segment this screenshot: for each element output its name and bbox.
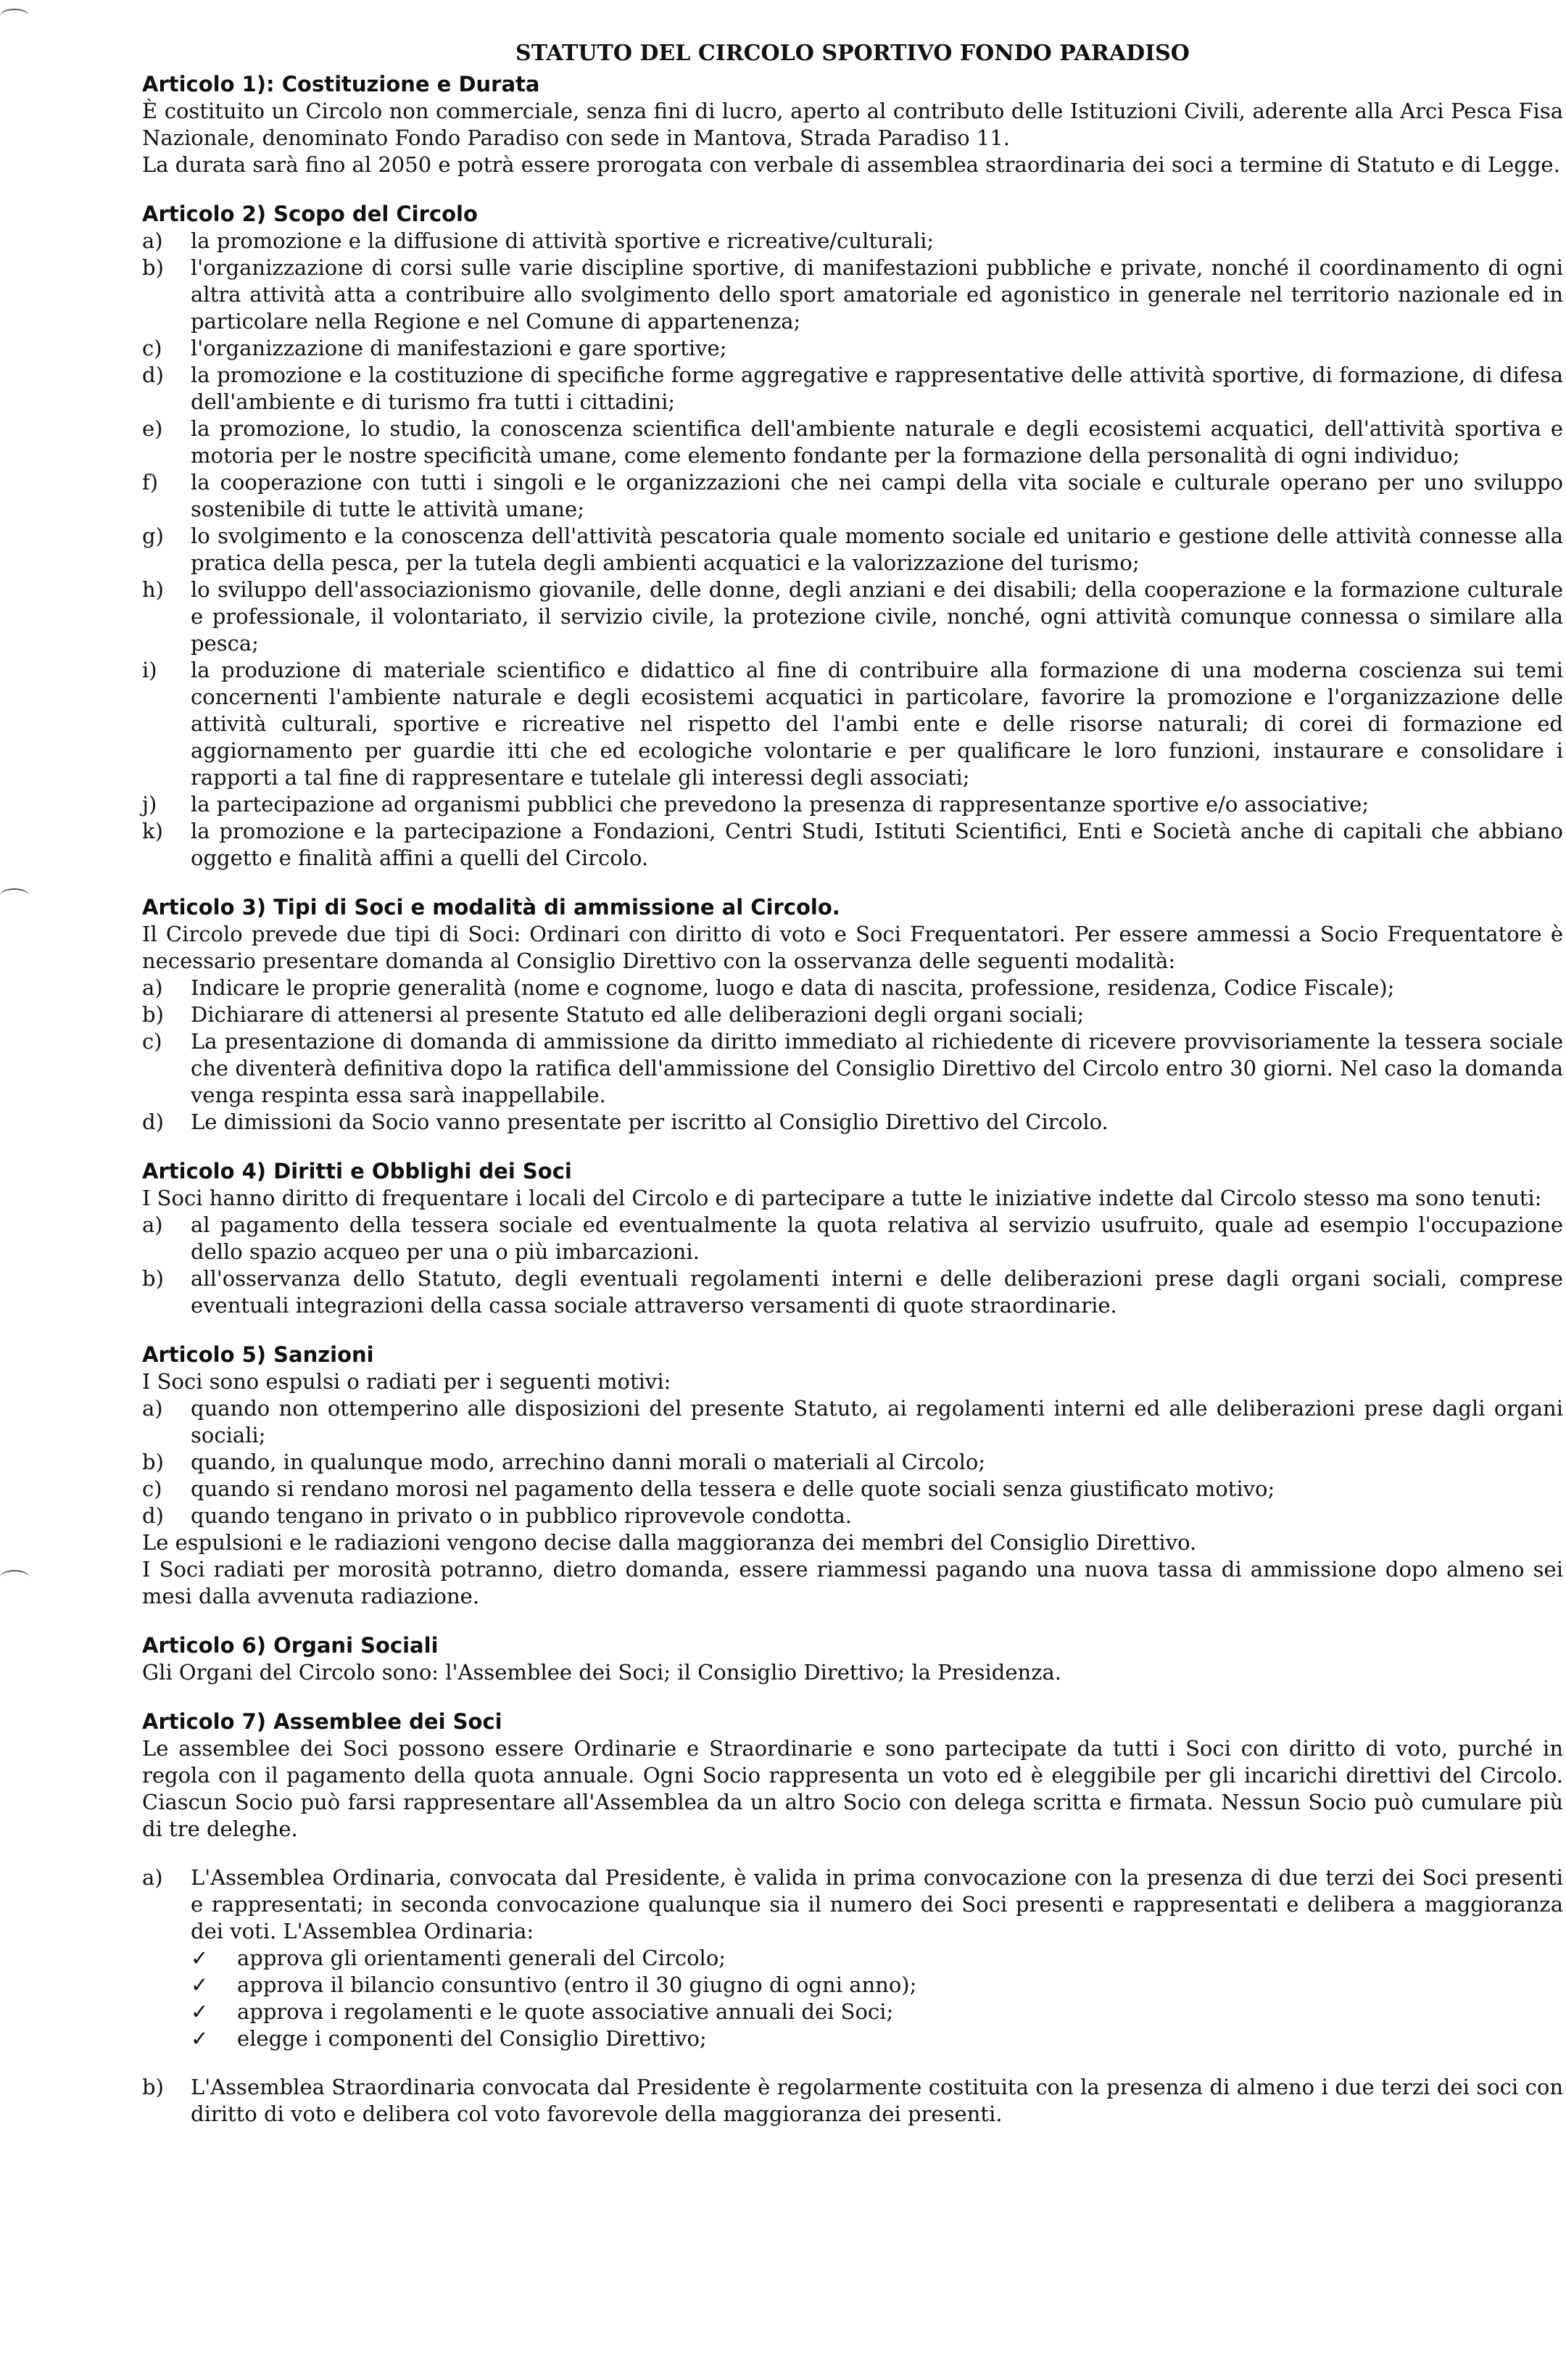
paragraph: Il Circolo prevede due tipi di Soci: Ordinari con diritto di voto e Soci Frequentatori. Per essere ammessi a Socio Frequentatore è necessario presentare domanda al Consiglio Direttivo con la osservanza delle seguenti modalità: bbox=[142, 922, 1563, 973]
paragraph: Le assemblee dei Soci possono essere Ordinarie e Straordinarie e sono partecipate da tutti i Soci con diritto di voto, purché in regola con il pagamento della quota annuale. Ogni Socio rappresenta un voto ed è eleggibile per gli incarichi direttivi del Circolo. Ciascun Socio può farsi rappresentare all'Assemblea da un altro Socio con delega scritta e firmata. Nessun Socio può cumulare più di tre deleghe. bbox=[142, 1736, 1563, 1841]
list-item bbox=[142, 1265, 1563, 1319]
checkmark-icon: ✓ bbox=[191, 1999, 209, 2024]
article-1 bbox=[142, 70, 1563, 178]
article-6 bbox=[142, 1632, 1563, 1686]
document-title: STATUTO DEL CIRCOLO SPORTIVO FONDO PARADISO bbox=[515, 41, 1190, 66]
list-marker: j) bbox=[142, 792, 157, 817]
list-text: la promozione e la partecipazione a Fondazioni, Centri Studi, Istituti Scientifici, Enti e Società anche di capitali che abbiano oggetto e finalità affini a quelli del Circolo. bbox=[191, 819, 1563, 870]
list-item bbox=[142, 1395, 1563, 1449]
checkmark-icon: ✓ bbox=[191, 2026, 209, 2051]
ordinary-assembly-checklist bbox=[191, 1945, 1563, 2052]
paragraph: La durata sarà fino al 2050 e potrà essere prorogata con verbale di assemblea straordinaria dei soci a termine di Statuto e di Legge. bbox=[142, 152, 1560, 177]
list-marker: a) bbox=[142, 975, 163, 1000]
admission-list bbox=[142, 975, 1563, 1136]
list-marker: b) bbox=[142, 255, 164, 280]
list-item bbox=[142, 362, 1563, 416]
list-text: la promozione e la costituzione di specifiche forme aggregative e rappresentative delle attività sportive, di formazione, di difesa dell'ambiente e di turismo fra tutti i cittadini; bbox=[191, 363, 1563, 414]
scan-artifact bbox=[0, 9, 29, 23]
list-text: Indicare le proprie generalità (nome e cognome, luogo e data di nascita, professione, residenza, Codice Fiscale); bbox=[191, 975, 1395, 1000]
list-text: La presentazione di domanda di ammissione da diritto immediato al richiedente di ricevere provvisoriamente la tessera sociale che diventerà definitiva dopo la ratifica dell'ammissione del Consiglio Direttivo del Circolo entro 30 giorni. Nel caso la domanda venga respinta essa sarà inappellabile. bbox=[191, 1029, 1563, 1107]
list-text: quando non ottemperino alle disposizioni del presente Statuto, ai regolamenti interni ed alle deliberazioni prese dagli organi sociali; bbox=[191, 1396, 1563, 1447]
check-text: approva il bilancio consuntivo (entro il 30 giugno di ogni anno); bbox=[237, 1972, 917, 1997]
list-text: la partecipazione ad organismi pubblici che prevedono la presenza di rappresentanze sportive e/o associative; bbox=[191, 792, 1370, 817]
list-marker: c) bbox=[142, 336, 162, 360]
paragraph: I Soci hanno diritto di frequentare i locali del Circolo e di partecipare a tutte le iniziative indette dal Circolo stesso ma sono tenuti: bbox=[142, 1186, 1542, 1210]
list-text: la promozione, lo studio, la conoscenza scientifica dell'ambiente naturale e degli ecosistemi acquatici, dell'attività sportiva e motoria per le nostre specificità umane, come elemento fondante per la formazione della personalità di ogni individuo; bbox=[191, 416, 1563, 468]
list-marker: b) bbox=[142, 1002, 164, 1027]
article-3 bbox=[142, 893, 1563, 1136]
list-item bbox=[142, 255, 1563, 335]
article-title: Articolo 7) Assemblee dei Soci bbox=[142, 1709, 502, 1734]
list-text: Le dimissioni da Socio vanno presentate per iscritto al Consiglio Direttivo del Circolo. bbox=[191, 1110, 1109, 1134]
check-text: approva i regolamenti e le quote associative annuali dei Soci; bbox=[237, 1999, 894, 2024]
check-item bbox=[191, 1972, 1563, 1999]
paragraph: I Soci radiati per morosità potranno, dietro domanda, essere riammessi pagando una nuova tassa di ammissione dopo almeno sei mesi dalla avvenuta radiazione. bbox=[142, 1557, 1563, 1608]
checkmark-icon: ✓ bbox=[191, 1972, 209, 1997]
list-marker: e) bbox=[142, 416, 163, 441]
list-text: la promozione e la diffusione di attività sportive e ricreative/culturali; bbox=[191, 228, 935, 253]
article-4 bbox=[142, 1157, 1563, 1319]
list-item bbox=[142, 335, 1563, 362]
list-marker: d) bbox=[142, 1110, 164, 1134]
list-item bbox=[142, 2074, 1563, 2128]
article-title: Articolo 2) Scopo del Circolo bbox=[142, 202, 478, 226]
paragraph: I Soci sono espulsi o radiati per i seguenti motivi: bbox=[142, 1369, 671, 1394]
list-marker: f) bbox=[142, 470, 159, 495]
article-title: Articolo 1): Costituzione e Durata bbox=[142, 72, 540, 96]
paragraph: Gli Organi del Circolo sono: l'Assemblee dei Soci; il Consiglio Direttivo; la Presidenza. bbox=[142, 1660, 1061, 1685]
list-item bbox=[142, 1212, 1563, 1265]
article-title: Articolo 3) Tipi di Soci e modalità di ammissione al Circolo. bbox=[142, 895, 840, 920]
list-marker: d) bbox=[142, 363, 164, 387]
list-text: l'organizzazione di manifestazioni e gare sportive; bbox=[191, 336, 727, 360]
check-text: elegge i componenti del Consiglio Direttivo; bbox=[237, 2026, 707, 2051]
list-item bbox=[142, 657, 1563, 791]
list-item bbox=[142, 1001, 1563, 1028]
checkmark-icon: ✓ bbox=[191, 1946, 209, 1970]
list-text: lo sviluppo dell'associazionismo giovanile, delle donne, degli anziani e dei disabili; della cooperazione e la formazione culturale e professionale, il volontariato, il servizio civile, la protezione civile, nonché, ogni attività comunque connessa o similare alla pesca; bbox=[191, 577, 1563, 656]
list-text: quando tengano in privato o in pubblico riprovevole condotta. bbox=[191, 1503, 852, 1528]
article-title: Articolo 4) Diritti e Obblighi dei Soci bbox=[142, 1159, 572, 1183]
list-item bbox=[142, 1503, 1563, 1529]
list-item bbox=[142, 1476, 1563, 1503]
list-marker: a) bbox=[142, 228, 163, 253]
list-item bbox=[142, 818, 1563, 872]
list-marker: k) bbox=[142, 819, 163, 843]
list-marker: c) bbox=[142, 1029, 162, 1054]
list-item bbox=[142, 1028, 1563, 1109]
list-item bbox=[142, 791, 1563, 818]
list-marker: a) bbox=[142, 1396, 163, 1421]
list-text: L'Assemblea Ordinaria, convocata dal Presidente, è valida in prima convocazione con la presenza di due terzi dei Soci presenti e rappresentati; in seconda convocazione qualunque sia il numero dei Soci presenti e rappresentati e delibera a maggioranza dei voti. L'Assemblea Ordinaria: bbox=[191, 1865, 1563, 1943]
check-item bbox=[191, 1945, 1563, 1972]
list-item bbox=[142, 228, 1563, 255]
list-text: al pagamento della tessera sociale ed eventualmente la quota relativa al servizio usufruito, quale ad esempio l'occupazione dello spazio acqueo per una o più imbarcazioni. bbox=[191, 1212, 1563, 1264]
list-marker: b) bbox=[142, 1450, 164, 1474]
list-text: quando, in qualunque modo, arrechino danni morali o materiali al Circolo; bbox=[191, 1450, 986, 1474]
list-marker: b) bbox=[142, 2075, 164, 2099]
assembly-list-cont bbox=[142, 2074, 1563, 2128]
list-marker: c) bbox=[142, 1476, 162, 1501]
list-marker: d) bbox=[142, 1503, 164, 1528]
scan-artifact bbox=[0, 888, 29, 903]
check-text: approva gli orientamenti generali del Circolo; bbox=[237, 1946, 726, 1970]
list-marker: a) bbox=[142, 1212, 163, 1237]
list-item bbox=[142, 1864, 1563, 1945]
list-text: lo svolgimento e la conoscenza dell'attività pescatoria quale momento sociale ed unitario e gestione delle attività connesse alla pratica della pesca, per la tutela degli ambienti acquatici e la valorizzazione del turismo; bbox=[191, 524, 1563, 575]
article-title: Articolo 5) Sanzioni bbox=[142, 1342, 374, 1367]
list-marker: b) bbox=[142, 1266, 164, 1291]
list-text: la cooperazione con tutti i singoli e le organizzazioni che nei campi della vita sociale e culturale operano per uno sviluppo sostenibile di tutte le attività umane; bbox=[191, 470, 1563, 521]
list-marker: i) bbox=[142, 658, 157, 682]
list-marker: g) bbox=[142, 524, 164, 548]
list-marker: a) bbox=[142, 1865, 163, 1890]
document-page bbox=[142, 41, 1563, 2149]
obligations-list bbox=[142, 1212, 1563, 1319]
list-marker: h) bbox=[142, 577, 164, 602]
article-5 bbox=[142, 1341, 1563, 1610]
list-text: Dichiarare di attenersi al presente Statuto ed alle deliberazioni degli organi sociali; bbox=[191, 1002, 1085, 1027]
check-item bbox=[191, 1999, 1563, 2025]
list-text: l'organizzazione di corsi sulle varie discipline sportive, di manifestazioni pubbliche e private, nonché il coordinamento di ogni altra attività atta a contribuire allo svolgimento dello sport amatoriale ed agonistico in generale nel territorio nazionale ed in particolare nella Regione e nel Comune di appartenenza; bbox=[191, 255, 1563, 334]
list-text: la produzione di materiale scientifico e didattico al fine di contribuire alla formazione di una moderna coscienza sui temi concernenti l'ambiente naturale e degli ecosistemi acquatici in particolare, favorire la promozione e l'organizzazione delle attività culturali, sportive e ricreative nel rispetto del l'ambi ente e delle risorse naturali; di corei di formazione ed aggiornamento per guardie itti che ed ecologiche volontarie e per qualificare le loro funzioni, instaurare e consolidare i rapporti a tal fine di rappresentare e tutelale gli interessi degli associati; bbox=[191, 658, 1563, 790]
purpose-list bbox=[142, 228, 1563, 872]
list-text: all'osservanza dello Statuto, degli eventuali regolamenti interni e delle deliberazioni prese dagli organi sociali, comprese eventuali integrazioni della cassa sociale attraverso versamenti di quote straordinarie. bbox=[191, 1266, 1563, 1318]
article-7 bbox=[142, 1708, 1563, 2128]
list-item bbox=[142, 577, 1563, 657]
list-item bbox=[142, 523, 1563, 577]
article-2 bbox=[142, 200, 1563, 872]
list-item bbox=[142, 975, 1563, 1001]
list-text: L'Assemblea Straordinaria convocata dal Presidente è regolarmente costituita con la presenza di almeno i due terzi dei soci con diritto di voto e delibera col voto favorevole della maggioranza dei presenti. bbox=[191, 2075, 1563, 2126]
check-item bbox=[191, 2025, 1563, 2052]
article-title: Articolo 6) Organi Sociali bbox=[142, 1633, 439, 1658]
list-item bbox=[142, 1449, 1563, 1476]
list-item bbox=[142, 1109, 1563, 1136]
list-item bbox=[142, 469, 1563, 523]
list-item bbox=[142, 416, 1563, 469]
assembly-list bbox=[142, 1864, 1563, 1945]
paragraph: Le espulsioni e le radiazioni vengono decise dalla maggioranza dei membri del Consiglio Direttivo. bbox=[142, 1530, 1197, 1555]
paragraph: È costituito un Circolo non commerciale, senza fini di lucro, aperto al contributo delle Istituzioni Civili, aderente alla Arci Pesca Fisa Nazionale, denominato Fondo Paradiso con sede in Mantova, Strada Paradiso 11. bbox=[142, 99, 1563, 150]
scan-artifact bbox=[0, 1570, 29, 1584]
list-text: quando si rendano morosi nel pagamento della tessera e delle quote sociali senza giustificato motivo; bbox=[191, 1476, 1275, 1501]
sanctions-list bbox=[142, 1395, 1563, 1529]
